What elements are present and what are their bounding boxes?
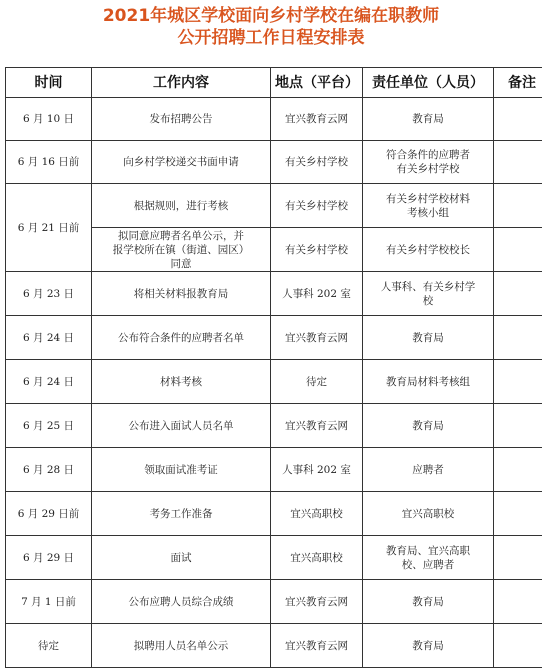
cell-place: 宜兴教育云网 bbox=[271, 624, 363, 668]
table-row bbox=[6, 580, 542, 624]
cell-note bbox=[494, 272, 542, 316]
table-row bbox=[6, 404, 542, 448]
header-unit: 责任单位（人员） bbox=[363, 68, 494, 98]
cell-time: 待定 bbox=[6, 624, 92, 668]
table-row bbox=[6, 272, 542, 316]
cell-place: 人事科 202 室 bbox=[271, 272, 363, 316]
cell-place: 宜兴教育云网 bbox=[271, 404, 363, 448]
cell-note bbox=[494, 360, 542, 404]
cell-time: 6 月 24 日 bbox=[6, 316, 92, 360]
cell-unit: 人事科、有关乡村学 校 bbox=[363, 272, 494, 316]
cell-note bbox=[494, 580, 542, 624]
cell-unit: 有关乡村学校校长 bbox=[363, 228, 494, 272]
cell-note bbox=[494, 98, 542, 141]
cell-note bbox=[494, 536, 542, 580]
cell-place: 有关乡村学校 bbox=[271, 228, 363, 272]
table-row bbox=[6, 141, 542, 184]
table-row bbox=[6, 536, 542, 580]
header-row bbox=[6, 68, 542, 98]
cell-unit: 教育局 bbox=[363, 624, 494, 668]
cell-unit: 有关乡村学校材料 考核小组 bbox=[363, 184, 494, 228]
table-row bbox=[6, 360, 542, 404]
table-row bbox=[6, 492, 542, 536]
cell-note bbox=[494, 404, 542, 448]
cell-unit: 教育局 bbox=[363, 580, 494, 624]
cell-time: 6 月 16 日前 bbox=[6, 141, 92, 184]
header-place: 地点（平台） bbox=[271, 68, 363, 98]
header-time: 时间 bbox=[6, 68, 92, 98]
cell-unit: 符合条件的应聘者 有关乡村学校 bbox=[363, 141, 494, 184]
cell-unit: 教育局 bbox=[363, 98, 494, 141]
cell-time: 6 月 24 日 bbox=[6, 360, 92, 404]
cell-note bbox=[494, 448, 542, 492]
cell-place: 宜兴高职校 bbox=[271, 492, 363, 536]
cell-time: 7 月 1 日前 bbox=[6, 580, 92, 624]
cell-note bbox=[494, 141, 542, 184]
table-row bbox=[6, 98, 542, 141]
cell-note bbox=[494, 492, 542, 536]
cell-place: 人事科 202 室 bbox=[271, 448, 363, 492]
cell-time: 6 月 21 日前 bbox=[6, 184, 92, 272]
table-row bbox=[6, 184, 542, 228]
cell-unit: 教育局 bbox=[363, 404, 494, 448]
cell-content: 领取面试准考证 bbox=[92, 448, 271, 492]
cell-place: 待定 bbox=[271, 360, 363, 404]
table-row bbox=[6, 624, 542, 668]
cell-note bbox=[494, 184, 542, 228]
cell-place: 宜兴教育云网 bbox=[271, 316, 363, 360]
cell-place: 有关乡村学校 bbox=[271, 141, 363, 184]
cell-content: 拟聘用人员名单公示 bbox=[92, 624, 271, 668]
cell-content: 将相关材料报教育局 bbox=[92, 272, 271, 316]
cell-note bbox=[494, 316, 542, 360]
cell-note bbox=[494, 624, 542, 668]
cell-time: 6 月 29 日 bbox=[6, 536, 92, 580]
cell-content: 发布招聘公告 bbox=[92, 98, 271, 141]
cell-time: 6 月 23 日 bbox=[6, 272, 92, 316]
cell-unit: 应聘者 bbox=[363, 448, 494, 492]
header-content: 工作内容 bbox=[92, 68, 271, 98]
cell-content: 根据规则，进行考核 bbox=[92, 184, 271, 228]
table-row bbox=[6, 316, 542, 360]
cell-content: 拟同意应聘者名单公示，并 报学校所在镇（街道、园区） 同意 bbox=[92, 228, 271, 272]
page-subtitle: 公开招聘工作日程安排表 bbox=[0, 28, 542, 48]
cell-time: 6 月 29 日前 bbox=[6, 492, 92, 536]
cell-place: 宜兴高职校 bbox=[271, 536, 363, 580]
cell-unit: 教育局、宜兴高职 校、应聘者 bbox=[363, 536, 494, 580]
cell-unit: 宜兴高职校 bbox=[363, 492, 494, 536]
cell-place: 宜兴教育云网 bbox=[271, 98, 363, 141]
cell-content: 公布符合条件的应聘者名单 bbox=[92, 316, 271, 360]
cell-place: 宜兴教育云网 bbox=[271, 580, 363, 624]
cell-unit: 教育局 bbox=[363, 316, 494, 360]
cell-place: 有关乡村学校 bbox=[271, 184, 363, 228]
cell-unit: 教育局材料考核组 bbox=[363, 360, 494, 404]
cell-content: 向乡村学校递交书面申请 bbox=[92, 141, 271, 184]
table-row bbox=[6, 448, 542, 492]
cell-time: 6 月 10 日 bbox=[6, 98, 92, 141]
cell-content: 面试 bbox=[92, 536, 271, 580]
cell-time: 6 月 28 日 bbox=[6, 448, 92, 492]
cell-content: 考务工作准备 bbox=[92, 492, 271, 536]
page-title: 2021年城区学校面向乡村学校在编在职教师 bbox=[0, 6, 542, 26]
table-body bbox=[6, 98, 542, 668]
schedule-table bbox=[5, 67, 542, 668]
cell-content: 公布应聘人员综合成绩 bbox=[92, 580, 271, 624]
cell-content: 材料考核 bbox=[92, 360, 271, 404]
header-note: 备注 bbox=[494, 68, 542, 98]
cell-note bbox=[494, 228, 542, 272]
cell-time: 6 月 25 日 bbox=[6, 404, 92, 448]
cell-content: 公布进入面试人员名单 bbox=[92, 404, 271, 448]
